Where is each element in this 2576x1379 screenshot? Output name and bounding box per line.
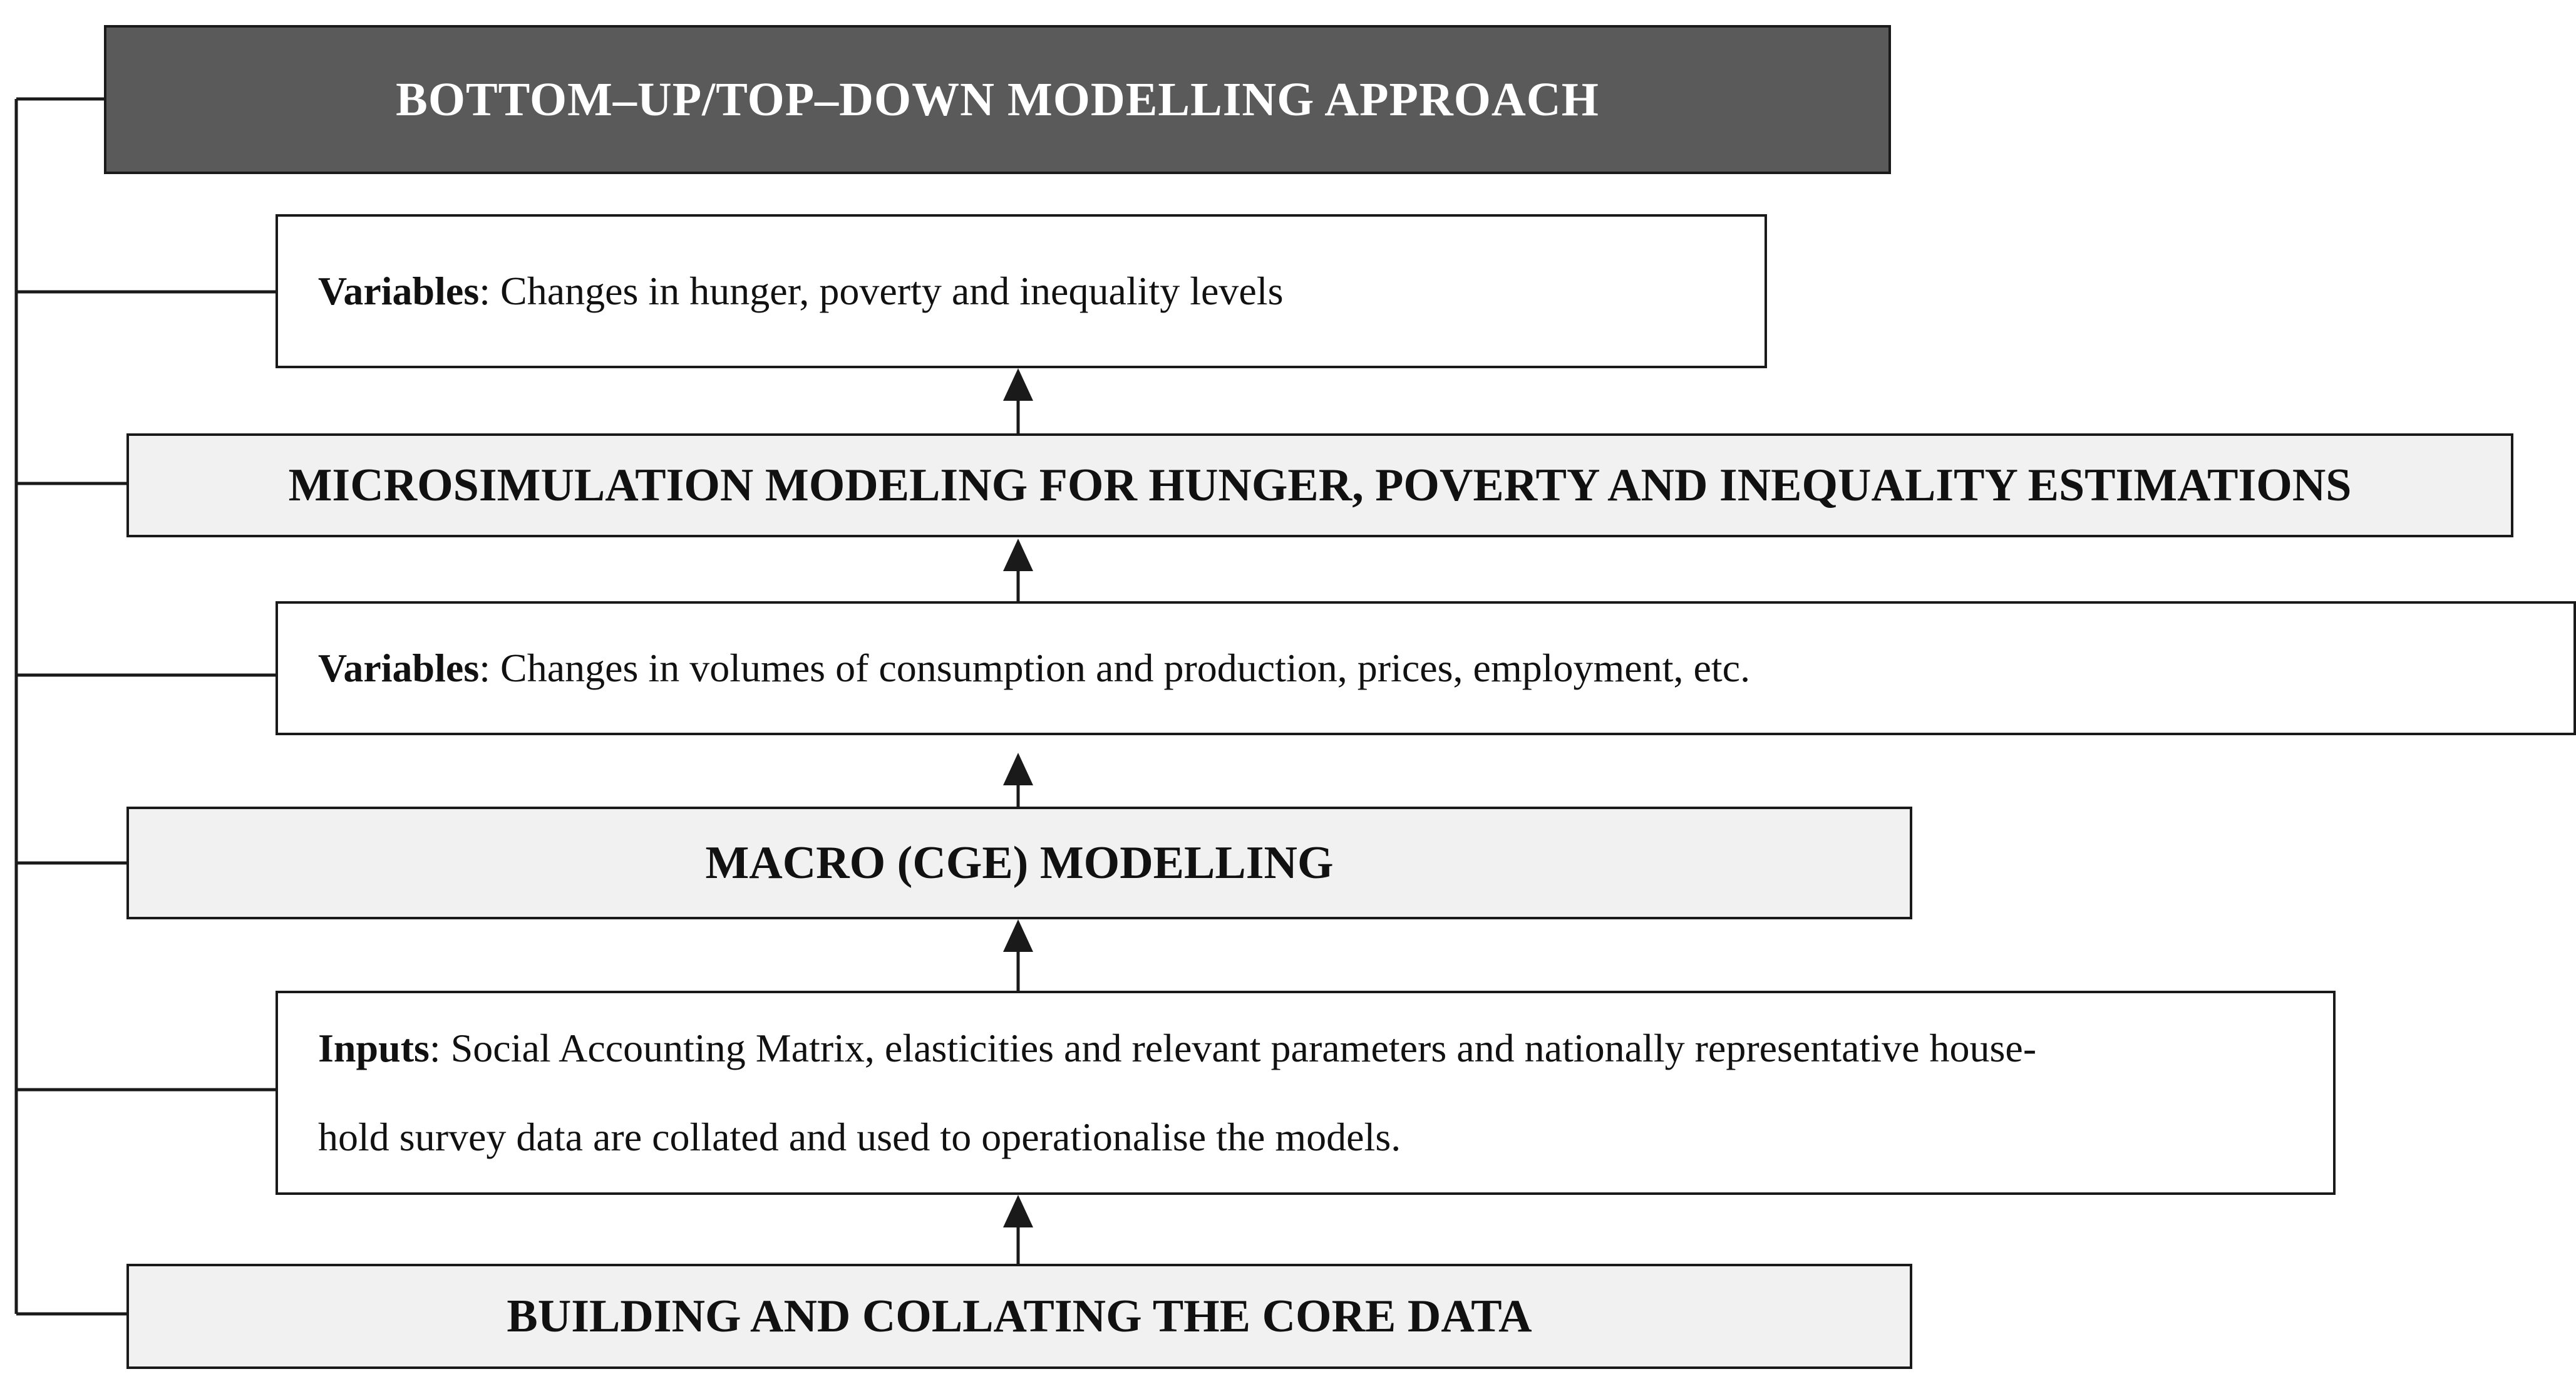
approach-header xyxy=(104,25,1891,174)
macro-outputs-label: Variables xyxy=(318,646,480,690)
core-data-stage xyxy=(126,1264,1912,1369)
macro-outputs-text: : Changes in volumes of consumption and production, prices, employment, etc. xyxy=(479,646,1751,690)
inputs-text-2: hold survey data are collated and used to operationalise the models. xyxy=(318,1115,1401,1159)
macro-cge-title: MACRO (CGE) MODELLING xyxy=(705,837,1334,889)
inputs-text-1: : Social Accounting Matrix, elasticities and relevant parameters and nationally representative house- xyxy=(429,1026,2037,1070)
outputs-box xyxy=(276,214,1767,368)
outputs-label: Variables xyxy=(318,269,480,313)
inputs-line-1 xyxy=(318,1004,2308,1093)
arrow-outputs-to-micro xyxy=(1003,539,1033,601)
arrow-inputs-to-macro xyxy=(1003,919,1033,991)
outputs-text: : Changes in hunger, poverty and inequality levels xyxy=(479,269,1284,313)
inputs-line-2 xyxy=(318,1093,2308,1182)
inputs-label: Inputs xyxy=(318,1026,430,1070)
outputs-line xyxy=(318,247,1739,336)
macro-outputs-box xyxy=(276,601,2576,735)
approach-title: BOTTOM–UP/TOP–DOWN MODELLING APPROACH xyxy=(396,73,1599,126)
microsimulation-stage xyxy=(126,433,2513,537)
microsimulation-title: MICROSIMULATION MODELING FOR HUNGER, POVERTY AND INEQUALITY ESTIMATIONS xyxy=(288,459,2352,511)
inputs-box xyxy=(276,991,2336,1195)
core-data-title: BUILDING AND COLLATING THE CORE DATA xyxy=(507,1290,1532,1342)
arrow-micro-to-variables xyxy=(1003,368,1033,433)
arrow-data-to-inputs xyxy=(1003,1195,1033,1264)
arrow-macro-to-outputs xyxy=(1003,753,1033,807)
macro-cge-stage xyxy=(126,807,1912,919)
macro-outputs-line xyxy=(318,624,2548,713)
